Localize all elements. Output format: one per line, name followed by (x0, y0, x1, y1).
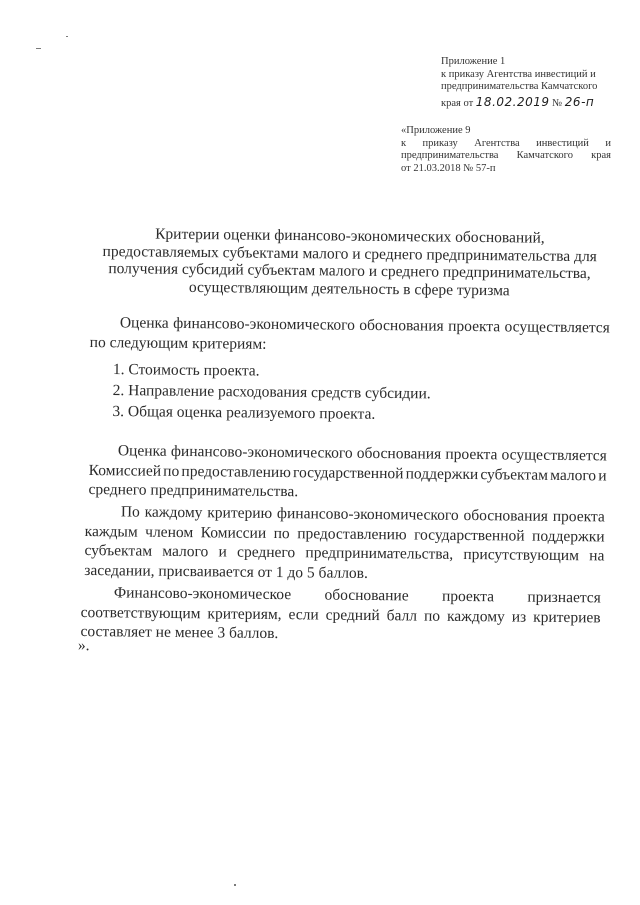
title-line: осуществляющим деятельность в сфере туризма (188, 278, 510, 299)
annex9-line: «Приложение 9 (401, 125, 471, 136)
word: субъектам (84, 541, 153, 560)
word: на (589, 547, 605, 565)
word: если (288, 605, 319, 623)
word: приказу (422, 137, 458, 149)
word: среднего (237, 543, 296, 562)
title-line: получения субсидий субъектам малого и среднего предпринимательства, (108, 260, 591, 283)
document-title (99, 225, 600, 300)
word: По (120, 503, 140, 521)
word: осуществляется (501, 446, 607, 465)
word: по (273, 524, 290, 542)
word: членом (145, 523, 194, 541)
criteria-item: 3. Общая оценка реализуемого проекта. (112, 402, 376, 423)
annex1-line: предпринимательства Камчатского (441, 81, 598, 92)
word: по (423, 607, 441, 625)
word: обоснования (356, 444, 442, 463)
paragraph-line: по следующим критериям: (89, 333, 267, 353)
word: государственной (292, 463, 404, 482)
word: каждому (144, 503, 203, 522)
word: поддержки (532, 527, 605, 545)
word: критериев (533, 608, 601, 626)
word: критерию (207, 504, 273, 522)
annex1-date-line (441, 96, 597, 111)
word: малого (550, 466, 597, 484)
annex9-justified-line (401, 138, 611, 151)
paragraph-line: заседании, присваивается от 1 до 5 баллов. (84, 561, 369, 582)
word: из (511, 608, 527, 626)
scan-speck (66, 36, 68, 37)
word: средний (325, 606, 380, 624)
closing-quote-mark: ». (77, 636, 90, 655)
word: и (598, 466, 607, 484)
annex9-justified-line (401, 150, 611, 163)
word: обоснования (359, 316, 444, 335)
word: соответствующим (80, 603, 201, 622)
criteria-list (112, 359, 513, 426)
word: Финансово-экономическое (113, 584, 292, 604)
word: критериям, (207, 604, 282, 623)
word: проекта (448, 317, 501, 336)
scan-speck (234, 884, 236, 886)
word: предоставлению (181, 462, 291, 481)
evaluation-paragraph (88, 441, 607, 505)
word: к (401, 137, 407, 149)
handwritten-date: 18.02.2019 (475, 94, 550, 109)
word: и (218, 543, 227, 561)
criteria-item: 1. Стоимость проекта. (112, 360, 260, 380)
word: Оценка (119, 314, 169, 332)
word: проекта (441, 587, 495, 606)
criteria-item: 2. Направление расходования средств субсидии. (112, 381, 431, 403)
word: осуществляется (504, 318, 610, 337)
scoring-paragraph (84, 502, 605, 585)
handwritten-number: 26-п (564, 94, 595, 109)
word: малого (162, 542, 209, 561)
word: каждым (84, 522, 138, 541)
word: Комиссией (88, 461, 162, 480)
annex1-date-prefix: края от (441, 97, 474, 109)
word: балл (386, 606, 418, 625)
word: каждому (446, 607, 505, 625)
annex9-header (401, 125, 611, 175)
word: финансово-экономического (173, 314, 355, 334)
word: государственной (414, 525, 525, 545)
threshold-paragraph (80, 583, 601, 647)
word: обоснования (463, 506, 549, 525)
word: Камчатского (516, 150, 573, 161)
word: предоставлению (297, 524, 407, 543)
word: поддержки (405, 464, 479, 483)
word: финансово-экономического (276, 505, 459, 524)
annex1-line: Приложение 1 (441, 56, 506, 67)
paragraph-line: составляет не менее 3 баллов. (80, 622, 279, 643)
annex1-line: к приказу Агентства инвестиций и (441, 68, 596, 80)
word: края (591, 150, 611, 161)
word: проекта (552, 507, 605, 526)
word: обоснование (324, 586, 409, 605)
scan-speck (36, 48, 41, 49)
word: Агентства (474, 137, 520, 149)
word: предпринимательства, (305, 544, 454, 563)
word: Оценка (117, 442, 167, 460)
word: проекта (445, 445, 498, 464)
paragraph-line: среднего предпринимательства. (88, 480, 299, 501)
word: признается (527, 588, 601, 607)
title-line: Критерии оценки финансово-экономических обоснований, (155, 225, 545, 247)
word: финансово-экономического (170, 442, 353, 462)
word: Комиссии (200, 523, 267, 542)
annex1-header (441, 56, 597, 110)
word: субъектам (480, 465, 549, 484)
intro-paragraph (90, 313, 610, 357)
word: инвестиций (536, 137, 589, 149)
word: по (163, 462, 180, 480)
annex9-line: от 21.03.2018 № 57-п (401, 162, 496, 174)
word: предпринимательства (401, 150, 499, 161)
title-line: предоставляемых субъектами малого и среднего предпринимательства для (102, 242, 597, 265)
word: и (605, 137, 611, 149)
word: присутствующим (463, 545, 580, 565)
number-sign: № (552, 97, 563, 109)
